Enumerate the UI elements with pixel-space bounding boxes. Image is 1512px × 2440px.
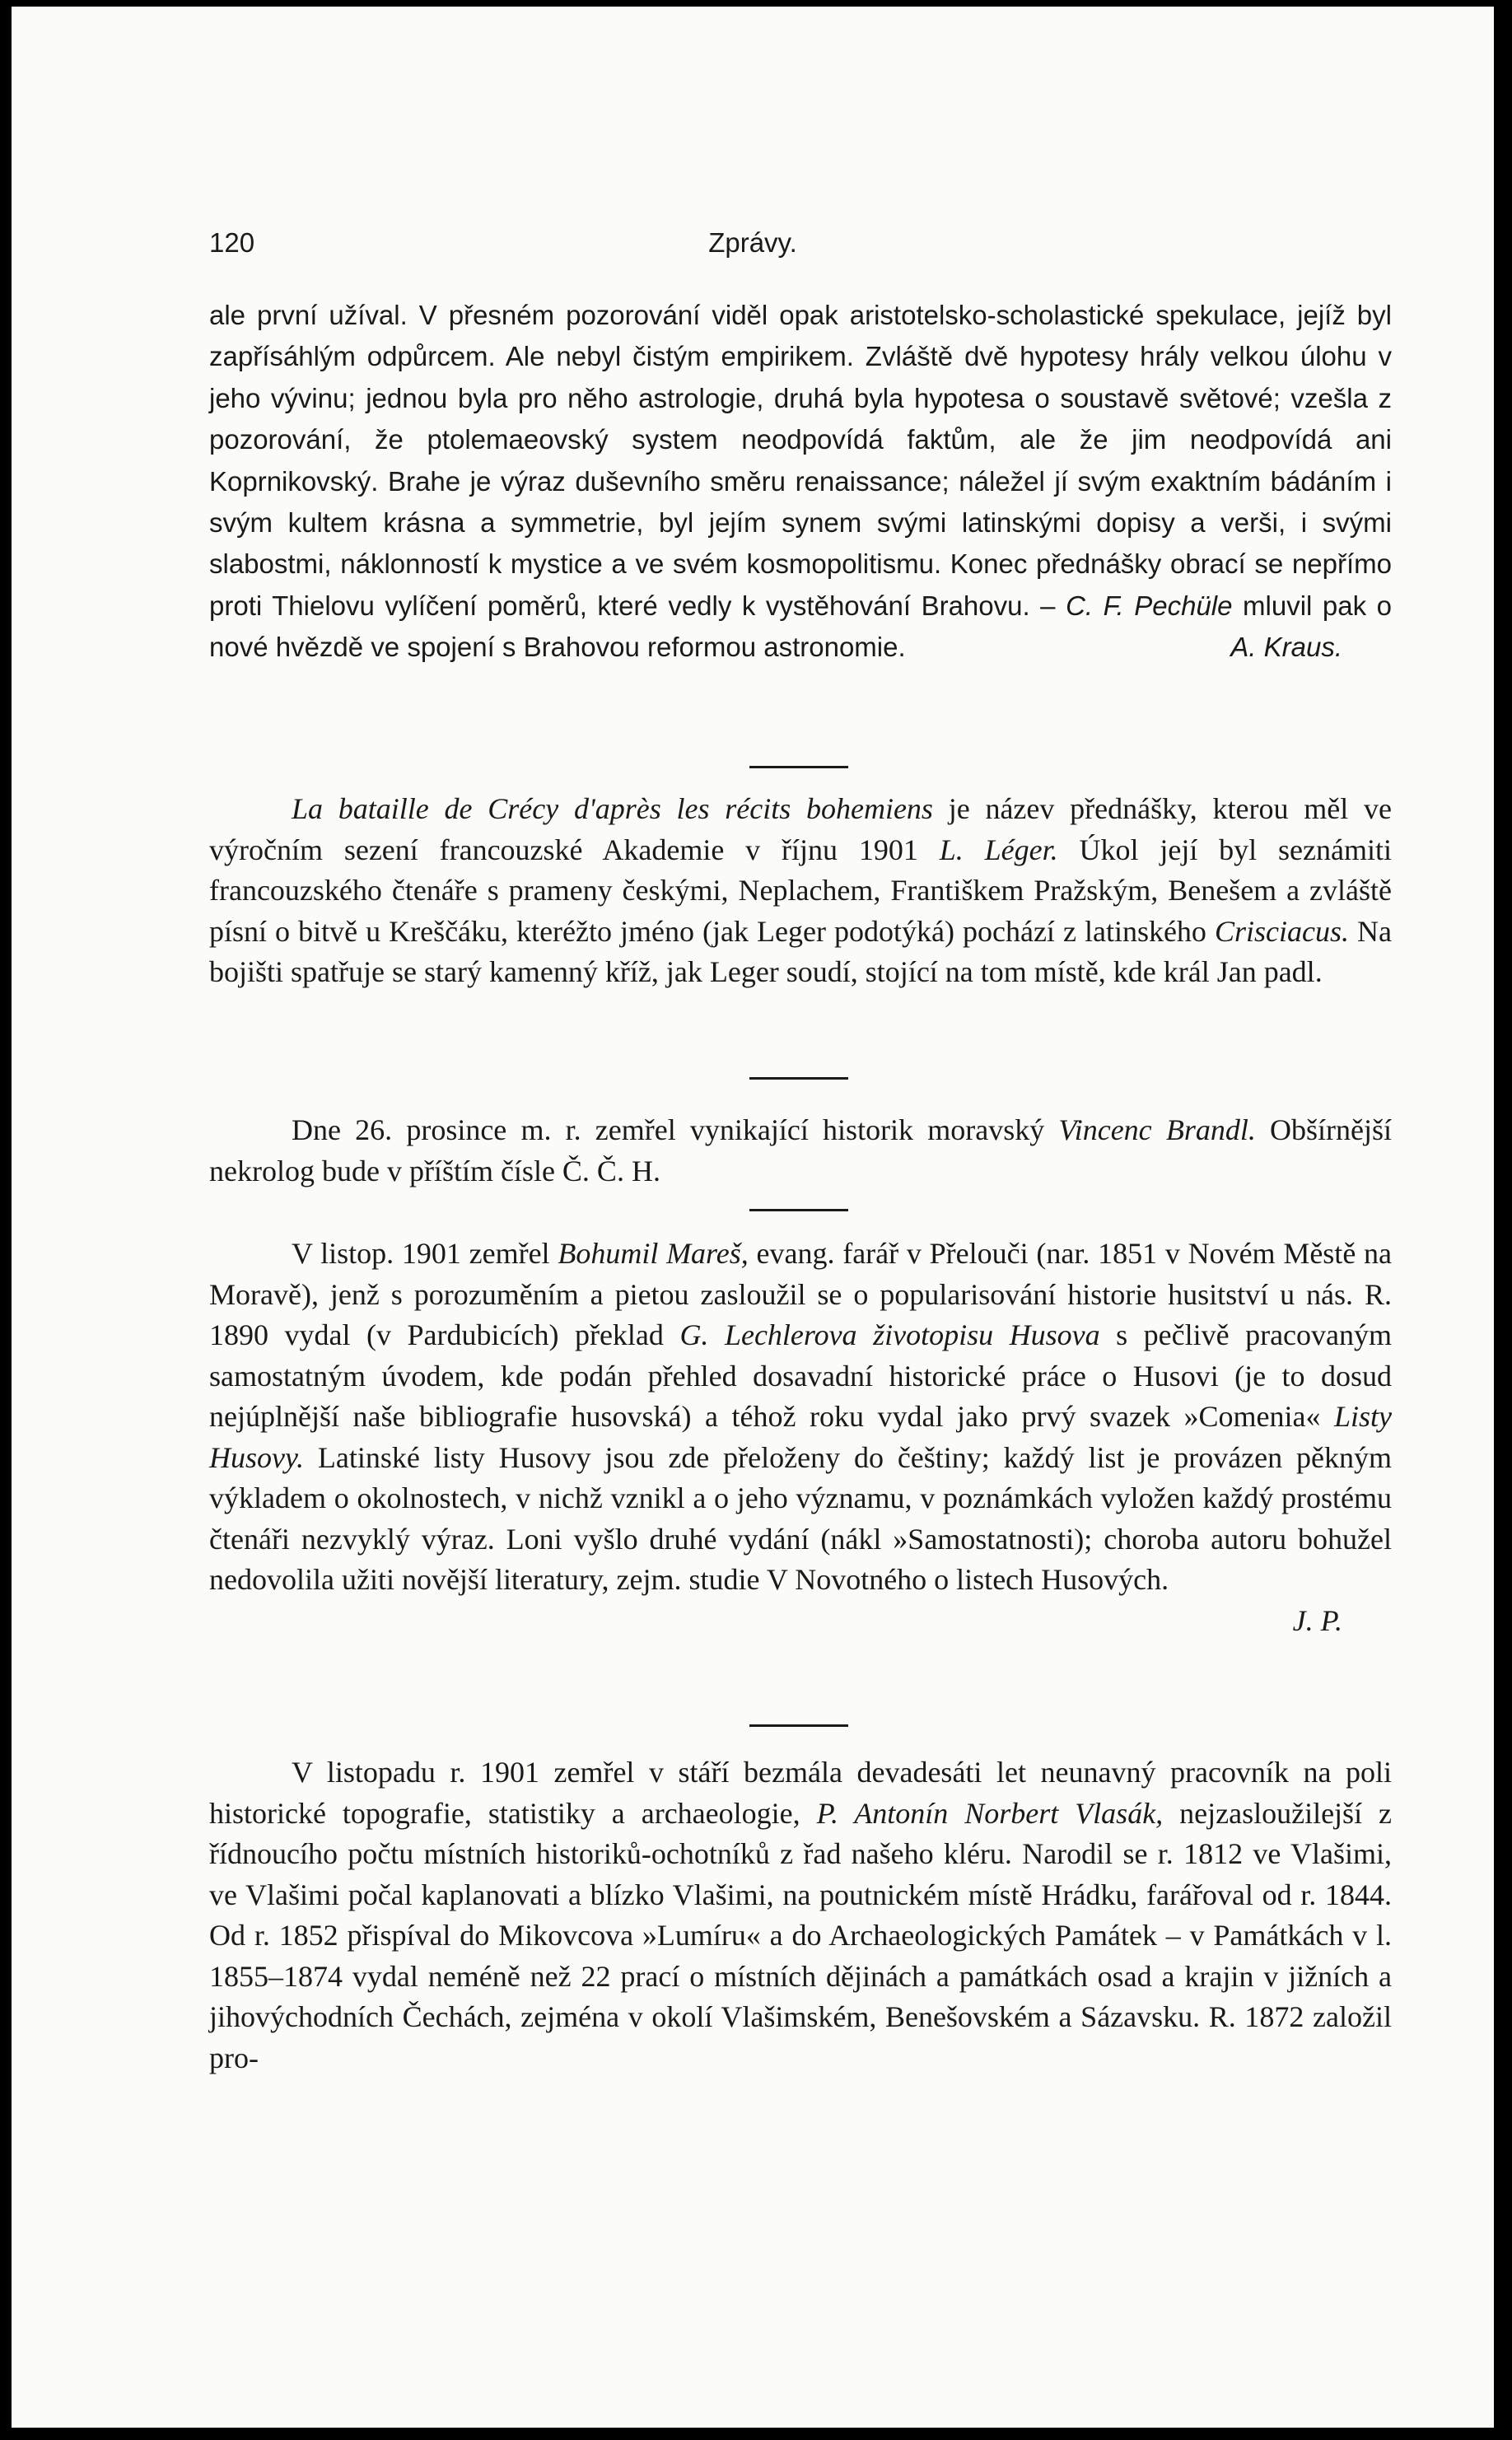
person-vlasak: P. Antonín Norbert Vlasák, [816,1796,1164,1830]
section-divider [749,1724,848,1727]
page-number: 120 [209,227,255,258]
lecture-title: La bataille de Crécy d'après les récits bohemiens [292,792,933,825]
signature-jp: J. P. [1292,1603,1342,1637]
person-mares: Bohumil Mareš, [558,1237,749,1270]
author-leger: L. Léger. [939,833,1058,866]
report-brahe-text: ale první užíval. V přesném pozorování viděl opak aristotelsko-scholastické spekulace, jejíž byl zapřísáhlým odpůrcem. Ale nebyl čistým empirikem. Zvláště dvě hypotesy hrály velkou úlohu v jeho vývinu; jednou byla pro něho astrologie, druhá byla hypotesa o soustavě světové; vzešla z pozorování, že ptolemaeovský system neodpovídá faktům, ale že jim neodpovídá ani Koprnikovský. Brahe je výraz duševního směru renaissance; náležel jí svým exaktním bádáním i svým kultem krásna a symmetrie, byl jejím synem svými latinskými dopisy a verši, i svými slabostmi, náklonností k mystice a ve svém kosmopolitismu. Konec přednášky obrací se nepřímo proti Thielovu vylíčení poměrů, které vedly k vystěhování Brahovu. – C. F. Pechüle mluvil pak o nové hvězdě ve spojení s Brahovou reformou astronomie. A. Kraus. [209,295,1392,669]
author-pechule: C. F. Pechüle [1066,590,1233,621]
report-crecy [209,789,1392,993]
section-divider [749,1209,848,1211]
notice-mares [209,1234,1392,1641]
report-brahe [209,295,1392,669]
notice-vlasak [209,1752,1392,2078]
signature-kraus: A. Kraus. [1230,632,1342,663]
page-header [209,227,1296,268]
document-page [12,7,1494,2428]
notice-mares-text: V listop. 1901 zemřel Bohumil Mareš, evang. farář v Přelouči (nar. 1851 v Novém Městě na Moravě), jenž s porozuměním a pietou zasloužil se o popularisování historie husitství u nás. R. 1890 vydal (v Pardubicích) překlad G. Lechlerova životopisu Husova s pečlivě pracovaným samostatným úvodem, kde podán přehled dosavadní historické práce o Husovi (je to dosud nejúplnější naše bibliografie husovská) a téhož roku vydal jako prvý svazek »Comenia« Listy Husovy. Latinské listy Husovy jsou zde přeloženy do češtiny; každý list je provázen pěkným výkladem o okolnostech, v nichž vznikl a o jeho významu, v poznámkách vyložen každý prostému čtenáři nezvyklý výraz. Loni vyšlo druhé vydání (nákl »Samostatnosti); choroba autoru bohužel nedovolila užiti novější literatury, zejm. studie V Novotného o listech Husových. [209,1237,1393,1596]
report-crecy-text: La bataille de Crécy d'après les récits bohemiens je název přednášky, kterou měl ve výročním sezení francouzské Akademie v říjnu 1901 L. Léger. Úkol její byl seznámiti francouzského čtenáře s prameny českými, Neplachem, Františkem Pražským, Benešem a zvláště písní o bitvě u Kreščáku, kteréžto jméno (jak Leger podotýká) pochází z latinského Crisciacus. Na bojišti spatřuje se starý kamenný kříž, jak Leger soudí, stojící na tom místě, kde král Jan padl. [209,792,1392,988]
work-listy-husovy: Listy Husovy. [209,1400,1392,1474]
section-divider [749,766,848,768]
work-lechler: G. Lechlerova životopisu Husova [679,1318,1100,1351]
person-brandl: Vincenc Brandl. [1058,1113,1256,1146]
running-title: Zprávy. [708,227,797,258]
term-crisciacus: Crisciacus. [1214,914,1349,948]
notice-vlasak-text: V listopadu r. 1901 zemřel v stáří bezmála devadesáti let neunavný pracovník na poli historické topografie, statistiky a archaeologie, P. Antonín Norbert Vlasák, nejzasloužilejší z řídnoucího počtu místních historiků-ochotníků z řad našeho kléru. Narodil se r. 1812 ve Vlašimi, ve Vlašimi počal kaplanovati a blízko Vlašimi, na poutnickém místě Hrádku, farářoval od r. 1844. Od r. 1852 přispíval do Mikovcova »Lumíru« a do Archaeologických Památek – v Památkách v l. 1855–1874 vydal neméně než 22 prací o místních dějinách a památkách osad a krajin v jižních a jihovýchodních Čechách, zejména v okolí Vlašimském, Benešovském a Sázavsku. R. 1872 založil pro- [209,1756,1393,2074]
notice-brandl-text: Dne 26. prosince m. r. zemřel vynikající historik moravský Vincenc Brandl. Obšírnější nekrolog bude v příštím čísle Č. Č. H. [209,1113,1393,1187]
notice-brandl [209,1110,1392,1192]
section-divider [749,1077,848,1080]
